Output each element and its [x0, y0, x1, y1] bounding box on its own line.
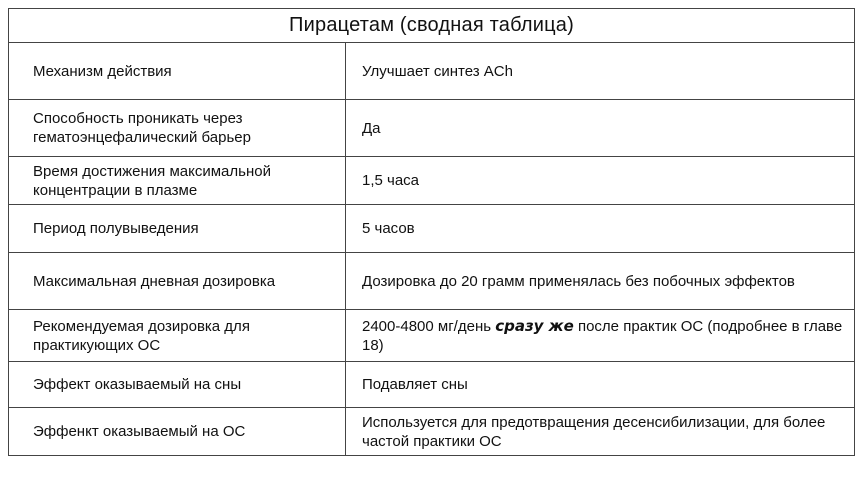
row-value-dreams: Подавляет сны — [346, 362, 855, 408]
dose-text-after: после практик ОС (подробнее в главе 18) — [362, 317, 843, 354]
dose-text-emphasis: сразу же — [495, 316, 574, 335]
table-row — [9, 205, 855, 253]
table-row — [9, 362, 855, 408]
row-param-bbb: Способность проникать через гематоэнцефалический барьер — [9, 100, 346, 157]
row-param-mechanism: Механизм действия — [9, 43, 346, 100]
row-param-half-life: Период полувыведения — [9, 205, 346, 253]
row-value-recommended-dose — [346, 310, 855, 362]
table-row — [9, 310, 855, 362]
table-title-row — [9, 9, 855, 43]
table-row — [9, 253, 855, 310]
table-row — [9, 100, 855, 157]
row-value-half-life: 5 часов — [346, 205, 855, 253]
table-title: Пирацетам (сводная таблица) — [9, 9, 855, 43]
row-value-tmax: 1,5 часа — [346, 157, 855, 205]
row-param-dreams: Эффект оказываемый на сны — [9, 362, 346, 408]
row-value-bbb: Да — [346, 100, 855, 157]
table-row — [9, 408, 855, 456]
row-value-max-dose: Дозировка до 20 грамм применялась без побочных эффектов — [346, 253, 855, 310]
table-row — [9, 157, 855, 205]
row-param-os-effect: Эффенкт оказываемый на ОС — [9, 408, 346, 456]
row-param-tmax: Время достижения максимальной концентрации в плазме — [9, 157, 346, 205]
row-value-os-effect: Используется для предотвращения десенсибилизации, для более частой практики ОС — [346, 408, 855, 456]
row-value-mechanism: Улучшает синтез ACh — [346, 43, 855, 100]
piracetam-summary-table — [8, 8, 855, 456]
table-row — [9, 43, 855, 100]
dose-text-before: 2400-4800 мг/день — [362, 317, 496, 335]
row-param-recommended-dose: Рекомендуемая дозировка для практикующих ОС — [9, 310, 346, 362]
row-param-max-dose: Максимальная дневная дозировка — [9, 253, 346, 310]
